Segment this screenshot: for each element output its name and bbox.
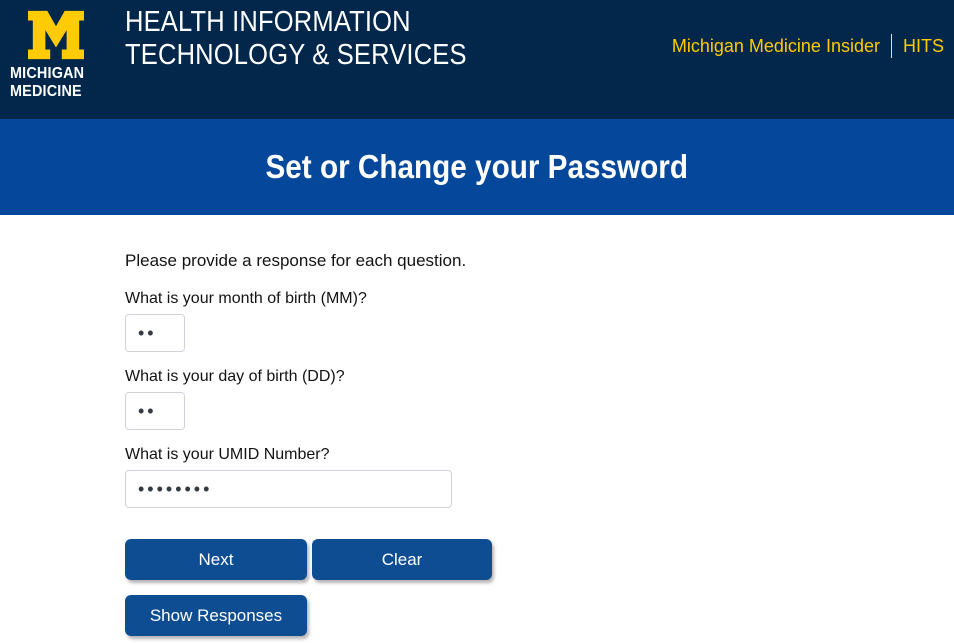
logo-line-2: MEDICINE bbox=[10, 83, 82, 100]
link-hits[interactable]: HITS bbox=[902, 35, 944, 56]
button-row bbox=[125, 539, 954, 580]
page-banner bbox=[0, 119, 954, 215]
umid-number-label: What is your UMID Number? bbox=[125, 446, 330, 463]
security-questions-form bbox=[0, 215, 954, 636]
page-title: Set or Change your Password bbox=[265, 148, 689, 185]
show-responses-button[interactable]: Show Responses bbox=[125, 595, 307, 636]
logo-wordmark bbox=[10, 65, 84, 101]
show-responses-row bbox=[125, 595, 954, 636]
site-title-line-1: HEALTH INFORMATION bbox=[125, 6, 411, 38]
month-of-birth-input[interactable] bbox=[125, 314, 185, 352]
site-title bbox=[125, 6, 467, 72]
michigan-medicine-logo[interactable] bbox=[10, 10, 92, 101]
site-title-line-2: TECHNOLOGY & SERVICES bbox=[125, 39, 467, 71]
site-header bbox=[0, 0, 954, 119]
field-day-of-birth bbox=[125, 368, 954, 430]
clear-button[interactable]: Clear bbox=[312, 539, 492, 580]
field-month-of-birth bbox=[125, 290, 954, 352]
logo-line-1: MICHIGAN bbox=[10, 65, 85, 82]
day-of-birth-label: What is your day of birth (DD)? bbox=[125, 368, 345, 385]
link-michigan-medicine-insider[interactable]: Michigan Medicine Insider bbox=[671, 35, 880, 56]
umid-number-input[interactable] bbox=[125, 470, 452, 508]
form-intro: Please provide a response for each question. bbox=[125, 251, 467, 270]
block-m-icon bbox=[28, 10, 84, 60]
field-umid-number bbox=[125, 446, 954, 508]
month-of-birth-label: What is your month of birth (MM)? bbox=[125, 290, 367, 307]
next-button[interactable]: Next bbox=[125, 539, 307, 580]
header-links bbox=[672, 34, 944, 58]
link-divider bbox=[891, 34, 892, 58]
day-of-birth-input[interactable] bbox=[125, 392, 185, 430]
